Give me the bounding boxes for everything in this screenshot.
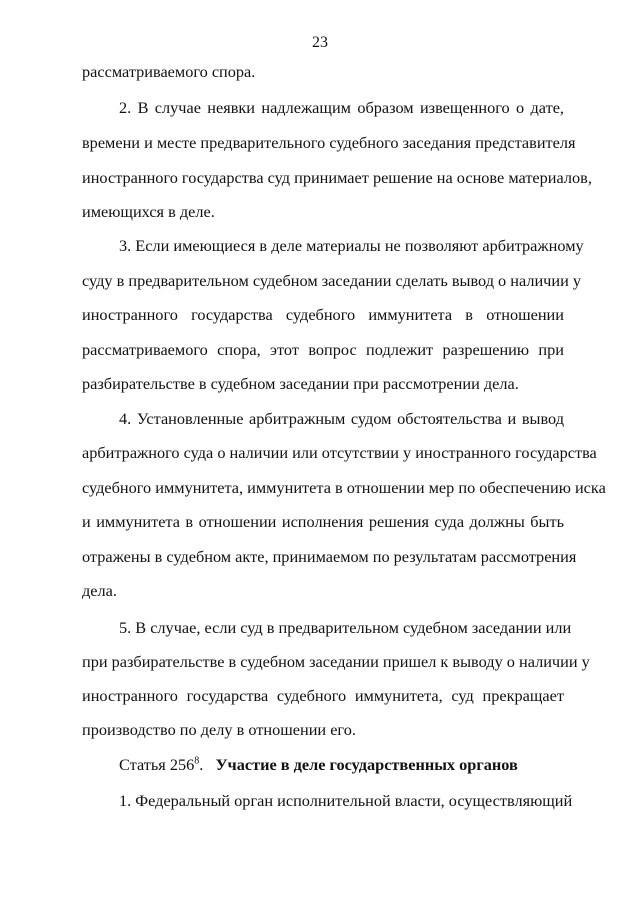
article-title: Участие в деле государственных органов: [215, 755, 518, 774]
text-line: и иммунитета в отношении исполнения решения суда должны быть: [82, 512, 564, 531]
paragraph-2-line-1: 2. В случае неявки надлежащим образом извещенного о дате,: [119, 98, 564, 117]
text-line: иностранного государства суд принимает решение на основе материалов,: [82, 168, 592, 187]
text-line: отражены в судебном акте, принимаемом по результатам рассмотрения: [82, 547, 577, 566]
text-line: имеющихся в деле.: [82, 202, 215, 221]
article-paragraph-1-line-1: 1. Федеральный орган исполнительной власти, осуществляющий: [119, 791, 573, 810]
page-number: 23: [312, 34, 328, 51]
text-line: арбитражного суда о наличии или отсутствии у иностранного государства: [82, 443, 597, 462]
text-line: производство по делу в отношении его.: [82, 720, 356, 739]
article-number: Статья 256: [119, 755, 195, 774]
paragraph-4-line-1: 4. Установленные арбитражным судом обстоятельства и вывод: [119, 409, 564, 428]
text-line: рассматриваемого спора.: [82, 62, 256, 81]
article-superscript: 8: [194, 755, 200, 767]
text-line: разбирательстве в судебном заседании при рассмотрении дела.: [82, 374, 519, 393]
text-line: при разбирательстве в судебном заседании пришел к выводу о наличии у: [82, 652, 590, 671]
article-heading: [119, 755, 564, 775]
paragraph-3-line-1: 3. Если имеющиеся в деле материалы не позволяют арбитражному: [119, 236, 584, 255]
text-line: суду в предварительном судебном заседании сделать вывод о наличии у: [82, 271, 582, 290]
paragraph-5-line-1: 5. В случае, если суд в предварительном судебном заседании или: [119, 618, 572, 637]
text-line: иностранного государства судебного иммунитета, суд прекращает: [82, 686, 564, 705]
text-line: времени и месте предварительного судебного заседания представителя: [82, 133, 576, 152]
text-line: рассматриваемого спора, этот вопрос подлежит разрешению при: [82, 340, 564, 359]
text-line: иностранного государства судебного иммунитета в отношении: [82, 305, 564, 324]
article-number-dot: .: [199, 755, 204, 774]
text-line: дела.: [82, 581, 117, 600]
text-line: судебного иммунитета, иммунитета в отношении мер по обеспечению иска: [82, 478, 606, 497]
